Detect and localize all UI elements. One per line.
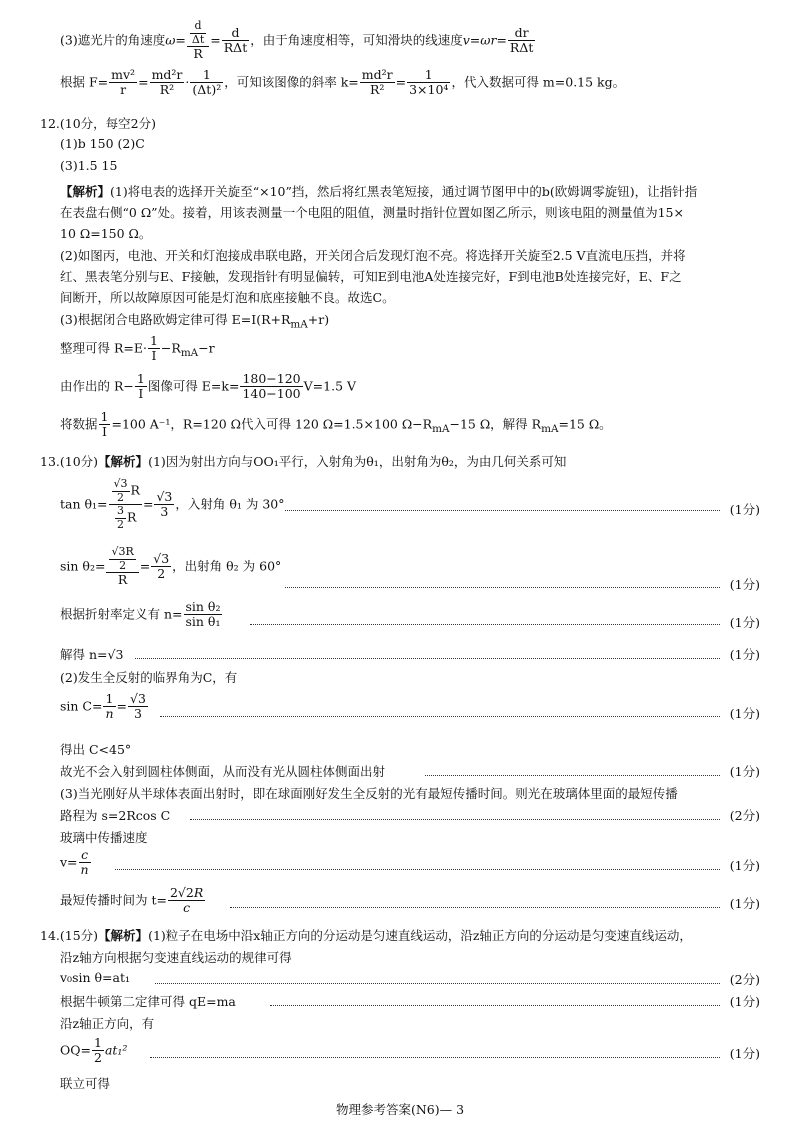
score-mark: (2分)	[729, 972, 760, 987]
q12-p3a: (3)根据闭合电路欧姆定律可得 $E=I(R+R_{mA}+r)$	[60, 312, 330, 331]
q12-p1b: 在表盘右侧“0 Ω”处。接着，用该表测量一个电阻的阻值，测量时指针位置如图乙所示，则该电阻的测量值为15×	[60, 205, 684, 220]
leader-dots	[190, 819, 720, 820]
q13-conclusion: 故光不会入射到圆柱体侧面，从而没有光从圆柱体侧面出射	[60, 764, 386, 779]
score-mark: (1分)	[729, 577, 760, 592]
q14-combine: 联立可得	[60, 1076, 111, 1091]
q13-speed-label: 玻璃中传播速度	[60, 830, 148, 845]
q11-line3: (3)遮光片的角速度ω= $\frac{\frac{d}{\Delta t}}{R}$ = $\frac{d}{\text{RΔt}}$ ，由于角速度相等，可知滑块的线速度v=ωr= $\frac{dr}{\text{RΔt}}$	[60, 19, 534, 62]
q14-heading: 14.(15分)【解析】(1)粒子在电场中沿x轴正方向的分运动是匀速直线运动，沿z轴正方向的分运动是匀变速直线运动，	[40, 928, 692, 943]
q12-p1a: 【解析】(1)将电表的选择开关旋至“×10”挡，然后将红黑表笔短接，通过调节图甲中的b(欧姆调零旋钮)，让指针指	[60, 184, 698, 199]
score-mark: (2分)	[729, 808, 760, 823]
q13-part2: (2)发生全反射的临界角为C，有	[60, 670, 238, 685]
q14-eq2: 根据牛顿第二定律可得 qE=ma	[60, 994, 236, 1009]
q13-sinc-line: sin C= $\frac{1}{n}$ = $\frac{√3}{3}$	[60, 691, 146, 722]
q13-tan-line: tan θ₁= $\frac{√3}{2}$ R $\frac{3}{2}$ R = $\frac{√3}{3}$ ，入射角 θ₁ 为 30°	[60, 477, 285, 531]
leader-dots	[155, 983, 720, 984]
score-mark: (1分)	[729, 896, 760, 911]
q13-sin-line: sin θ₂= $\frac{\frac{√3R}{2}}{R}$ = $\frac{√3}{2}$ ，出射角 θ₂ 为 60°	[60, 545, 282, 588]
leader-dots	[115, 869, 720, 870]
analysis-tag: 【解析】	[60, 184, 111, 199]
q12-p3b: 整理可得 R=E· $\frac{1}{I}$ $-R_{mA}-r$	[60, 333, 215, 364]
q13-c-result: 得出 C<45°	[60, 742, 132, 757]
q11-line4: 根据 F= $\frac{\text{mv²}}{r}$ = $\frac{\text{md²r}}{\text{R²}}$ · $\frac{1}{\text{(Δt)²}}$ ，可知该图像的斜率 k= $\frac{\text{md²r}}{\text{R²}}$ = $\frac{1}{\text{3×10⁴}}$ ，代入数据可得 m=0.15 kg。	[60, 67, 626, 98]
q12-p2b: 红、黑表笔分别与E、F接触，发现指针有明显偏转，可知E到电池A处连接完好，F到电池B处连接完好，E、F之	[60, 269, 682, 284]
score-mark: (1分)	[729, 615, 760, 630]
q13-result-n: 解得 n=√3	[60, 647, 124, 662]
score-mark: (1分)	[729, 764, 760, 779]
q13-refraction-line: 根据折射率定义有 n= $\frac{\text{sin θ₂}}{\text{sin θ₁}}$	[60, 599, 221, 630]
q12-p2a: (2)如图丙，电池、开关和灯泡接成串联电路，开关闭合后发现灯泡不亮。将选择开关旋至2.5 V直流电压挡，并将	[60, 248, 686, 263]
leader-dots	[285, 510, 720, 511]
q14-z-axis: 沿z轴正方向，有	[60, 1016, 155, 1031]
page-footer: 物理参考答案(N6)— 3	[335, 1102, 465, 1117]
score-mark: (1分)	[729, 858, 760, 873]
score-mark: (1分)	[729, 502, 760, 517]
leader-dots	[135, 658, 720, 659]
q12-p3d: 将数据 $\frac{1}{I}$ =100 A⁻¹，R=120 Ω代入可得 120 Ω=1.5×100 $\Omega-R_{mA}-15$ Ω，解得 $R_{mA}=15$ Ω。	[60, 409, 612, 440]
leader-dots	[250, 624, 720, 625]
analysis-tag: 【解析】	[98, 928, 149, 943]
score-mark: (1分)	[729, 706, 760, 721]
score-mark: (1分)	[729, 1046, 760, 1061]
q14-eq3: OQ= $\frac{1}{2}$ at₁²	[60, 1035, 128, 1066]
leader-dots	[230, 907, 720, 908]
q14-eq1: v₀sin θ=at₁	[60, 970, 130, 985]
q13-part3b: 路程为 s=2Rcos C	[60, 808, 171, 823]
q13-speed-eq: v= $\frac{c}{n}$	[60, 847, 89, 878]
q12-answer-2: (3)1.5 15	[60, 158, 118, 173]
leader-dots	[270, 1005, 720, 1006]
q13-heading: 13.(10分)【解析】(1)因为射出方向与OO₁平行，入射角为θ₁，出射角为θ₂，为由几何关系可知	[40, 454, 567, 469]
q13-part3a: (3)当光刚好从半球体表面出射时，即在球面刚好发生全反射的光有最短传播时间。则光在玻璃体里面的最短传播	[60, 786, 678, 801]
q12-p3c: 由作出的 R− $\frac{1}{I}$ 图像可得 E=k= $\frac{180-120}{140-100}$ V=1.5 V	[60, 371, 357, 402]
q12-heading: 12.(10分，每空2分)	[40, 116, 156, 131]
q12-p1c: 10 Ω=150 Ω。	[60, 226, 152, 241]
score-mark: (1分)	[729, 994, 760, 1009]
leader-dots	[160, 716, 720, 717]
q12-answer-1: (1)b 150 (2)C	[60, 136, 145, 151]
leader-dots	[150, 1057, 720, 1058]
leader-dots	[425, 775, 720, 776]
q13-time-eq: 最短传播时间为 t= $\frac{2√2R}{c}$	[60, 885, 204, 916]
score-mark: (1分)	[729, 647, 760, 662]
analysis-tag: 【解析】	[98, 454, 149, 469]
leader-dots	[285, 587, 720, 588]
q12-p2c: 间断开，所以故障原因可能是灯泡和底座接触不良。故选C。	[60, 290, 395, 305]
q14-p1b: 沿z轴方向根据匀变速直线运动的规律可得	[60, 950, 292, 965]
